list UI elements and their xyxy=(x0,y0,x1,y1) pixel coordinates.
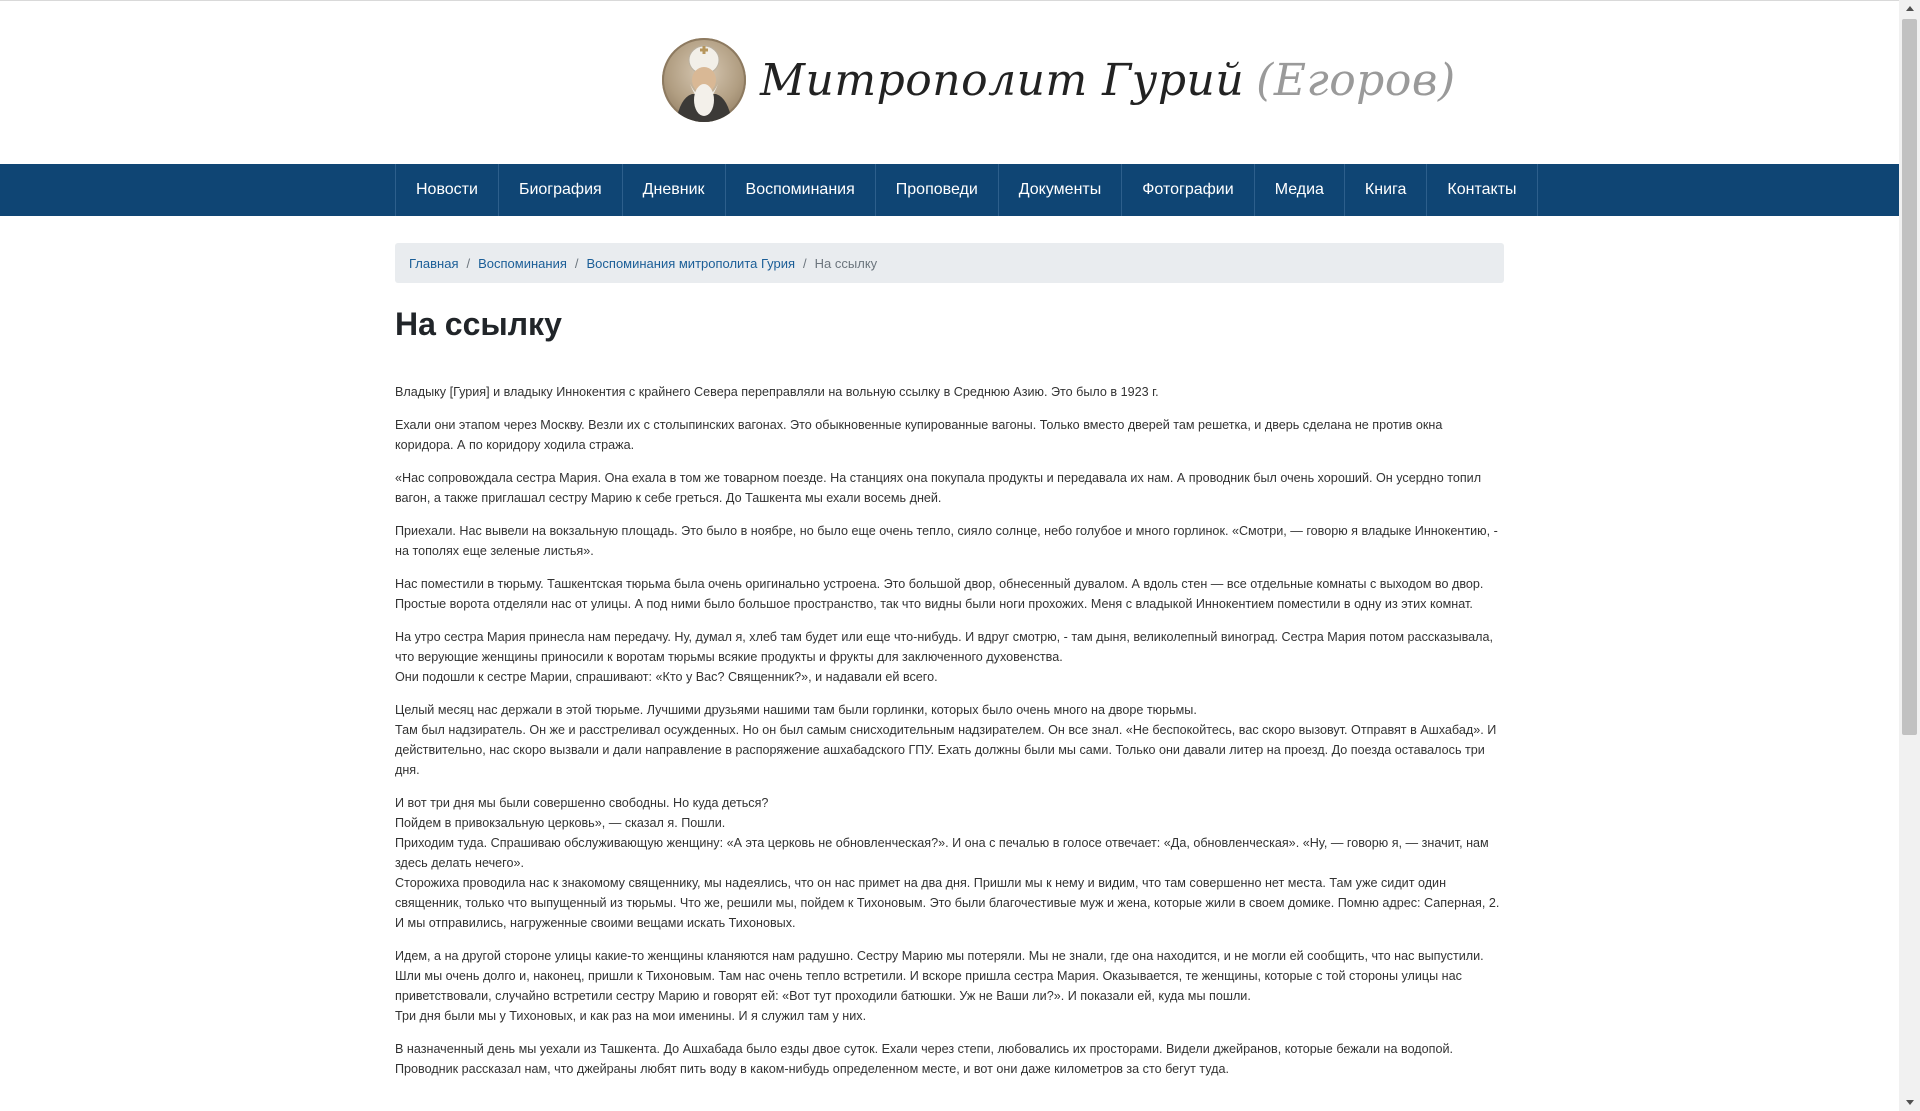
paragraph-line: Сторожиха проводила нас к знакомому священнику, мы надеялись, что он нас примет на два дня. Пришли мы к нему и видим, что там совершенно нет места. Там уже сидит один священник, только что выпущенный из тюрьмы. Что же, решили мы, пойдем к Тихоновым. Это были благочестивые муж и жена, которые жили в своем домике. Помню адрес: Саперная, 2. И мы отправились, нагруженные своими вещами искать Тихоновых. xyxy=(395,876,1500,930)
chevron-up-icon xyxy=(1906,6,1914,11)
nav-item-biography[interactable]: Биография xyxy=(499,164,623,216)
article-paragraph xyxy=(395,946,1504,1026)
scroll-up-button[interactable] xyxy=(1899,0,1920,17)
paragraph-line: Приехали. Нас вывели на вокзальную площадь. Это было в ноябре, но было еще очень тепло, сияло солнце, небо голубое и много горлинок. «Смотри, — говорю я владыке Иннокентию, - на тополях еще зеленые листья». xyxy=(395,524,1498,558)
breadcrumb-memoirs[interactable]: Воспоминания xyxy=(478,255,567,271)
nav-item-memoirs[interactable]: Воспоминания xyxy=(726,164,876,216)
nav-item-book[interactable]: Книга xyxy=(1345,164,1427,216)
paragraph-line: И вот три дня мы были совершенно свободны. Но куда деться? xyxy=(395,796,769,810)
article-paragraph xyxy=(395,627,1504,687)
site-header xyxy=(0,0,1899,164)
paragraph-line: Приходим туда. Спрашиваю обслуживающую женщину: «А эта церковь не обновленческая?». И она с печалью в голосе отвечает: «Да, обновленческая». «Ну, — говорю я, — значит, нам здесь делать нечего». xyxy=(395,836,1489,870)
logo-name: Митрополит Гурий xyxy=(760,54,1245,106)
breadcrumb-separator: / xyxy=(803,255,807,271)
paragraph-line: Они подошли к сестре Марии, спрашивают: «Кто у Вас? Священник?», и надавали ей всего. xyxy=(395,670,938,684)
paragraph-line: Нас поместили в тюрьму. Ташкентская тюрьма была очень оригинально устроена. Это большой двор, обнесенный дувалом. А вдоль стен — все отдельные комнаты с выходом во двор. Простые ворота отделяли нас от улицы. А под ними было большое пространство, так что видны были ноги прохожих. Меня с владыкой Иннокентием поместили в одну из этих комнат. xyxy=(395,577,1484,611)
paragraph-line: Ехали они этапом через Москву. Везли их с столыпинских вагонах. Это обыкновенные купированные вагоны. Только вместо дверей там решетка, и дверь сделана не против окна коридора. А по коридору ходила стража. xyxy=(395,418,1443,452)
nav-item-contacts[interactable]: Контакты xyxy=(1427,164,1537,216)
article-paragraph xyxy=(395,574,1504,614)
chevron-down-icon xyxy=(1906,1100,1914,1105)
breadcrumb-separator: / xyxy=(466,255,471,271)
nav-item-news[interactable]: Новости xyxy=(396,164,499,216)
main-navbar xyxy=(0,164,1899,216)
breadcrumb-current: На ссылку xyxy=(814,255,878,271)
paragraph-line: В назначенный день мы уехали из Ташкента. До Ашхабада было езды двое суток. Ехали через степи, любовались их просторами. Видели джейранов, которые бежали на водопой. Проводник рассказал нам, что джейраны любят пить воду в каком-нибудь определенном месте, и вот они даже километров за сто бегут туда. xyxy=(395,1042,1454,1076)
page-title: На ссылку xyxy=(395,306,562,342)
paragraph-line: Там был надзиратель. Он же и расстреливал осужденных. Но он был самым снисходительным надзирателем. Он все знал. «Не беспокойтесь, вас скоро вызовут. Отправят в Ашхабад». И действительно, нас скоро вызвали и дали направление в распоряжение ашхабадского ГПУ. Ехать должны были мы сами. Только они давали литер на проезд. До поезда оставалось три дня. xyxy=(395,723,1497,777)
scroll-down-button[interactable] xyxy=(1899,1094,1920,1111)
article-paragraph xyxy=(395,521,1504,561)
site-logo[interactable] xyxy=(662,38,1456,122)
article-paragraph xyxy=(395,382,1504,402)
paragraph-line: Целый месяц нас держали в этой тюрьме. Лучшими друзьями нашими там были горлинки, которых было очень много на дворе тюрьмы. xyxy=(395,703,1197,717)
vertical-scrollbar[interactable] xyxy=(1899,0,1920,1111)
article-paragraph xyxy=(395,700,1504,780)
nav-item-photos[interactable]: Фотографии xyxy=(1122,164,1254,216)
paragraph-line: Идем, а на другой стороне улицы какие-то женщины кланяются нам радушно. Сестру Марию мы потеряли. Мы не знали, где она находится, и не могли ей сообщить, что нас выпустили. Шли мы очень долго и, наконец, пришли к Тихоновым. Там нас очень тепло встретили. И вскоре пришла сестра Мария. Оказывается, те женщины, которые с той стороны улицы нас приветствовали, случайно встретили сестру Марию и говорят ей: «Вот тут проходили батюшки. Уж не Ваши ли?». И показали ей, куда мы пошли. xyxy=(395,949,1484,1003)
main-nav xyxy=(395,164,1538,216)
article-paragraph xyxy=(395,793,1504,933)
metropolitan-portrait xyxy=(662,38,746,122)
article-paragraph xyxy=(395,468,1504,508)
paragraph-line: «Нас сопровождала сестра Мария. Она ехала в том же товарном поезде. На станциях она покупала продукты и передавала их нам. А проводник был очень хороший. Он усердно топил вагон, а также приглашал сестру Марию к себе греться. До Ташкента мы ехали восемь дней. xyxy=(395,471,1482,505)
breadcrumb-home[interactable]: Главная xyxy=(409,255,459,271)
breadcrumb-separator: / xyxy=(574,255,579,271)
nav-item-media[interactable]: Медиа xyxy=(1255,164,1345,216)
article-paragraph xyxy=(395,415,1504,455)
paragraph-line: Три дня были мы у Тихоновых, и как раз на мои именины. И я служил там у них. xyxy=(395,1009,867,1023)
paragraph-line: Владыку [Гурия] и владыку Иннокентия с крайнего Севера переправляли на вольную ссылку в Среднюю Азию. Это было в 1923 г. xyxy=(395,385,1159,399)
paragraph-line: На утро сестра Мария принесла нам передачу. Ну, думал я, хлеб там будет или еще что-нибудь. И вдруг смотрю, - там дыня, великолепный виноград. Сестра Мария потом рассказывала, что верующие женщины приносили к воротам тюрьмы всякие продукты и фрукты для заключенного духовенства. xyxy=(395,630,1494,664)
paragraph-line: Пойдем в привокзальную церковь», — сказал я. Пошли. xyxy=(395,816,726,830)
article-body xyxy=(395,382,1504,1092)
logo-title xyxy=(760,55,1456,106)
article-paragraph xyxy=(395,1039,1504,1079)
nav-item-diary[interactable]: Дневник xyxy=(623,164,726,216)
logo-subtitle: (Егоров) xyxy=(1256,54,1456,106)
breadcrumb xyxy=(395,243,1504,283)
breadcrumb-memoirs-of-guriy[interactable]: Воспоминания митрополита Гурия xyxy=(586,255,796,271)
nav-item-sermons[interactable]: Проповеди xyxy=(876,164,999,216)
nav-item-documents[interactable]: Документы xyxy=(999,164,1122,216)
scrollbar-thumb[interactable] xyxy=(1902,19,1917,735)
